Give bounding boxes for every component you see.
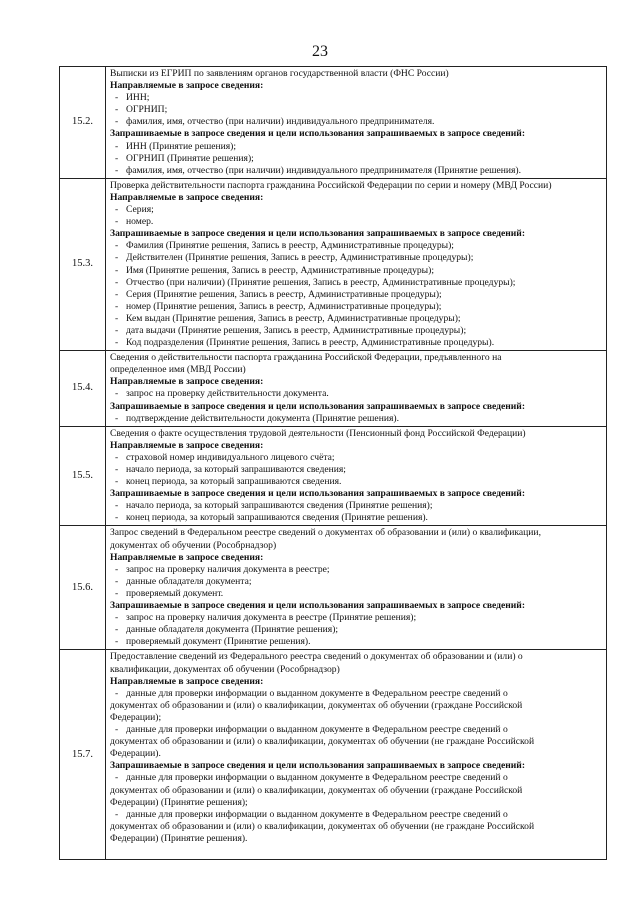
list-item: - подтверждение действительности документа (Принятие решения). [115,412,399,424]
list-item-cont: Федерации). [110,748,161,760]
list-item: - данные для проверки информации о выданном документе в Федеральном реестре сведений о [115,772,508,784]
row-number: 15.7. [60,650,106,860]
row-title-cont: квалификации, документах об обучении (Рособрнадзор) [110,663,340,675]
list-item-cont: документах об образовании и (или) о квалификации, документах об обучении (граждане Российской [110,784,523,796]
list-item: - страховой номер индивидуального лицевого счёта; [115,451,335,463]
row-content [106,351,607,427]
row-content [106,650,607,860]
sent-header: Направляемые в запросе сведения: [110,551,264,563]
list-item: - дата выдачи (Принятие решения, Запись в реестр, Административные процедуры); [115,324,467,336]
list-item-cont: документах об образовании и (или) о квалификации, документах об обучении (граждане Российской [110,699,523,711]
list-item: - Код подразделения (Принятие решения, Запись в реестр, Административные процедуры). [115,337,495,349]
list-item: - запрос на проверку наличия документа в реестре; [115,563,330,575]
row-title: Запрос сведений в Федеральном реестре сведений о документах об образовании и (или) о квалификации, [110,527,541,539]
list-item: - номер (Принятие решения, Запись в реестр, Административные процедуры); [115,300,442,312]
row-title: Сведения о факте осуществления трудовой деятельности (Пенсионный фонд Российской Федерации) [110,427,526,439]
list-item: - Кем выдан (Принятие решения, Запись в реестр, Административные процедуры); [115,312,461,324]
table-row [60,178,607,350]
sent-header: Направляемые в запросе сведения: [110,376,264,388]
list-item: - Отчество (при наличии) (Принятие решения, Запись в реестр, Административные процедуры); [115,276,516,288]
row-title-cont: документах об обучении (Рособрнадзор) [110,539,277,551]
page-number: 23 [312,43,328,60]
row-number: 15.3. [60,178,106,350]
requested-header: Запрашиваемые в запросе сведения и цели использования запрашиваемых в запросе сведений: [110,400,526,412]
list-item: - данные обладателя документа (Принятие решения); [115,624,339,636]
list-item: - конец периода, за который запрашиваются сведения. [115,476,342,488]
row-content [106,526,607,650]
table-row [60,67,607,179]
table-row [60,426,607,526]
list-item: - данные для проверки информации о выданном документе в Федеральном реестре сведений о [115,808,508,820]
row-title: Выписки из ЕГРИП по заявлениям органов государственной власти (ФНС России) [110,68,449,79]
list-item-cont: Федерации) (Принятие решения); [110,796,248,808]
list-item: - ОГРНИП (Принятие решения); [115,152,254,164]
list-item: - запрос на проверку наличия документа в реестре (Принятие решения); [115,612,417,624]
row-title: Предоставление сведений из Федерального реестра сведений о документах об образовании и (или) о [110,651,523,663]
list-item: - фамилия, имя, отчество (при наличии) индивидуального предпринимателя. [115,116,435,128]
list-item: - фамилия, имя, отчество (при наличии) индивидуального предпринимателя (Принятие решения). [115,164,521,176]
sent-header: Направляемые в запросе сведения: [110,675,264,687]
row-content [106,426,607,526]
list-item-cont: документах об образовании и (или) о квалификации, документах об обучении (не граждане Российской [110,820,535,832]
services-table [59,66,607,860]
sent-header: Направляемые в запросе сведения: [110,80,264,92]
list-item: - номер. [115,216,154,228]
requested-header: Запрашиваемые в запросе сведения и цели использования запрашиваемых в запросе сведений: [110,760,526,772]
row-content [106,67,607,179]
list-item: - проверяемый документ. [115,587,224,599]
list-item: - данные для проверки информации о выданном документе в Федеральном реестре сведений о [115,724,508,736]
row-title: Проверка действительности паспорта гражданина Российской Федерации по серии и номеру (МВД России) [110,179,552,191]
list-item: - Действителен (Принятие решения, Запись в реестр, Административные процедуры); [115,252,474,264]
row-number: 15.6. [60,526,106,650]
sent-header: Направляемые в запросе сведения: [110,439,264,451]
table-row [60,650,607,860]
list-item: - проверяемый документ (Принятие решения). [115,636,311,648]
list-item: - Серия; [115,204,154,216]
list-item: - начало периода, за который запрашиваются сведения; [115,464,346,475]
list-item-cont: документах об образовании и (или) о квалификации, документах об обучении (не граждане Российской [110,736,535,748]
row-number: 15.5. [60,426,106,526]
row-title-cont: определенное имя (МВД России) [110,364,246,376]
table-row [60,351,607,427]
list-item: - начало периода, за который запрашиваются сведения (Принятие решения); [115,500,433,512]
list-item: - данные для проверки информации о выданном документе в Федеральном реестре сведений о [115,687,508,699]
sent-header: Направляемые в запросе сведения: [110,191,264,203]
list-item: - Имя (Принятие решения, Запись в реестр, Административные процедуры); [115,264,434,276]
row-number: 15.2. [60,67,106,179]
requested-header: Запрашиваемые в запросе сведения и цели использования запрашиваемых в запросе сведений: [110,228,526,240]
table-row [60,526,607,650]
requested-header: Запрашиваемые в запросе сведения и цели использования запрашиваемых в запросе сведений: [110,488,526,500]
row-number: 15.4. [60,351,106,427]
list-item: - запрос на проверку действительности документа. [115,388,329,400]
list-item: - конец периода, за который запрашиваются сведения (Принятие решения). [115,512,428,524]
list-item: - данные обладателя документа; [115,575,252,587]
list-item: - Фамилия (Принятие решения, Запись в реестр, Административные процедуры); [115,240,454,252]
requested-header: Запрашиваемые в запросе сведения и цели использования запрашиваемых в запросе сведений: [110,128,526,140]
list-item: - ИНН; [115,92,150,104]
row-title: Сведения о действительности паспорта гражданина Российской Федерации, предъявленного на [110,352,502,364]
list-item: - Серия (Принятие решения, Запись в реестр, Административные процедуры); [115,288,442,300]
row-content [106,178,607,350]
list-item: - ИНН (Принятие решения); [115,140,237,152]
requested-header: Запрашиваемые в запросе сведения и цели использования запрашиваемых в запросе сведений: [110,600,526,612]
list-item-cont: Федерации); [110,711,162,723]
list-item: - ОГРНИП; [115,104,168,116]
list-item-cont: Федерации) (Принятие решения). [110,832,248,844]
